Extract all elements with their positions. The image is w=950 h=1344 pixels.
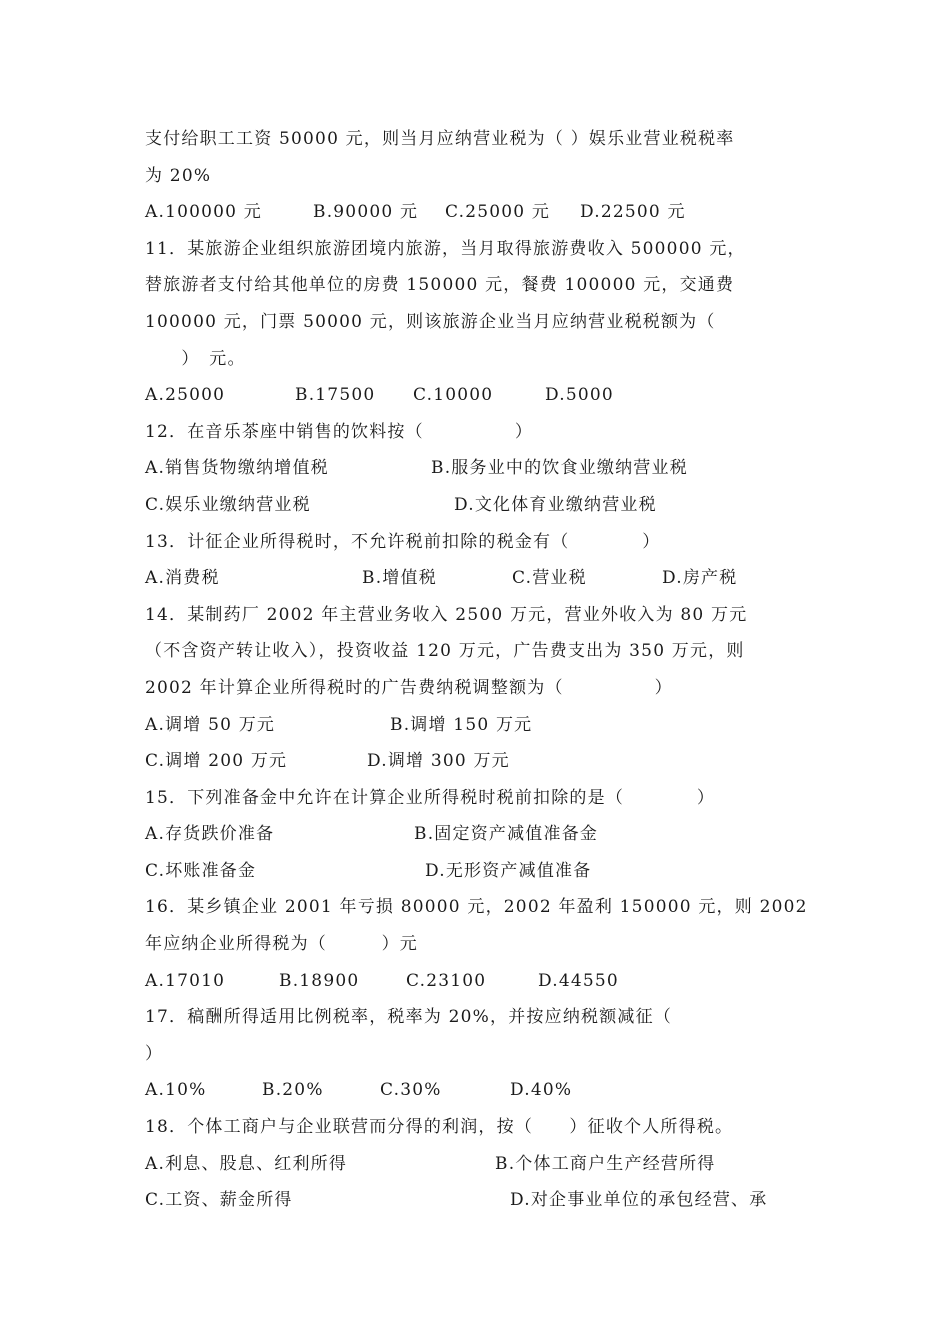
- answer-option: B.服务业中的饮食业缴纳营业税: [431, 458, 688, 479]
- options-line: [145, 853, 810, 890]
- answer-option: B.20%: [262, 1080, 324, 1101]
- answer-option: A.10%: [145, 1080, 207, 1101]
- answer-option: B.个体工商户生产经营所得: [495, 1153, 716, 1174]
- answer-option: C.调增 200 万元: [145, 751, 288, 772]
- text-line: 2002 年计算企业所得税时的广告费纳税调整额为（ ）: [145, 677, 673, 698]
- text-line: 为 20%: [145, 165, 212, 186]
- answer-option: D.房产税: [662, 568, 738, 589]
- options-line: [145, 1182, 810, 1219]
- text-line: 16．某乡镇企业 2001 年亏损 80000 元，2002 年盈利 150000 元，则 2002: [145, 897, 808, 918]
- answer-option: D.44550: [538, 970, 619, 991]
- text-line: 17．稿酬所得适用比例税率，税率为 20%，并按应纳税额减征（: [145, 1007, 673, 1028]
- answer-option: D.文化体育业缴纳营业税: [454, 494, 657, 515]
- answer-option: C.工资、薪金所得: [145, 1190, 293, 1211]
- options-line: [145, 963, 810, 1000]
- options-line: [145, 487, 810, 524]
- options-line: [145, 816, 810, 853]
- text-line: ） 元。: [145, 348, 246, 369]
- answer-option: D.22500 元: [580, 202, 686, 223]
- answer-option: B.增值税: [362, 568, 437, 589]
- text-line: 替旅游者支付给其他单位的房费 150000 元，餐费 100000 元，交通费: [145, 275, 735, 296]
- answer-option: D.无形资产减值准备: [425, 860, 592, 881]
- text-line: 15．下列准备金中允许在计算企业所得税时税前扣除的是（ ）: [145, 787, 716, 808]
- text-line: 11．某旅游企业组织旅游团境内旅游，当月取得旅游费收入 500000 元，: [145, 238, 746, 259]
- answer-option: A.100000 元: [145, 202, 262, 223]
- answer-option: A.消费税: [145, 568, 220, 589]
- text-line: 18．个体工商户与企业联营而分得的利润，按（ ）征收个人所得税。: [145, 1117, 734, 1138]
- options-line: [145, 194, 810, 231]
- text-line: 14．某制药厂 2002 年主营业务收入 2500 万元，营业外收入为 80 万元: [145, 604, 748, 625]
- answer-option: C.坏账准备金: [145, 860, 257, 881]
- answer-option: A.销售货物缴纳增值税: [145, 458, 329, 479]
- text-line: ）: [145, 1043, 164, 1064]
- answer-option: C.营业税: [512, 568, 587, 589]
- options-line: [145, 1146, 810, 1183]
- answer-option: C.23100: [406, 970, 487, 991]
- answer-option: A.调增 50 万元: [145, 714, 276, 735]
- answer-option: A.利息、股息、红利所得: [145, 1153, 348, 1174]
- answer-option: D.40%: [510, 1080, 573, 1101]
- text-line: （不含资产转让收入），投资收益 120 万元，广告费支出为 350 万元，则: [145, 641, 745, 662]
- options-line: [145, 743, 810, 780]
- answer-option: C.娱乐业缴纳营业税: [145, 494, 311, 515]
- answer-option: A.25000: [145, 385, 226, 406]
- options-line: [145, 377, 810, 414]
- answer-option: B.90000 元: [313, 202, 419, 223]
- answer-option: D.5000: [545, 385, 614, 406]
- options-line: [145, 1072, 810, 1109]
- answer-option: C.10000: [413, 385, 494, 406]
- answer-option: B.调增 150 万元: [390, 714, 533, 735]
- options-line: [145, 450, 810, 487]
- document-page: [145, 121, 810, 1219]
- text-line: 12．在音乐茶座中销售的饮料按（ ）: [145, 421, 534, 442]
- answer-option: A.存货跌价准备: [145, 824, 275, 845]
- answer-option: B.17500: [295, 385, 376, 406]
- answer-option: C.30%: [380, 1080, 442, 1101]
- options-line: [145, 707, 810, 744]
- text-line: 支付给职工工资 50000 元，则当月应纳营业税为（ ）娱乐业营业税税率: [145, 129, 735, 149]
- answer-option: B.固定资产减值准备金: [414, 824, 599, 845]
- answer-option: B.18900: [279, 970, 360, 991]
- text-line: 13．计征企业所得税时，不允许税前扣除的税金有（ ）: [145, 531, 661, 552]
- answer-option: C.25000 元: [445, 202, 551, 223]
- answer-option: D.对企事业单位的承包经营、承: [510, 1190, 768, 1211]
- answer-option: D.调增 300 万元: [367, 751, 510, 772]
- text-line: 年应纳企业所得税为（ ）元: [145, 934, 418, 955]
- options-line: [145, 560, 810, 597]
- text-line: 100000 元，门票 50000 元，则该旅游企业当月应纳营业税税额为（: [145, 311, 716, 332]
- answer-option: A.17010: [145, 970, 226, 991]
